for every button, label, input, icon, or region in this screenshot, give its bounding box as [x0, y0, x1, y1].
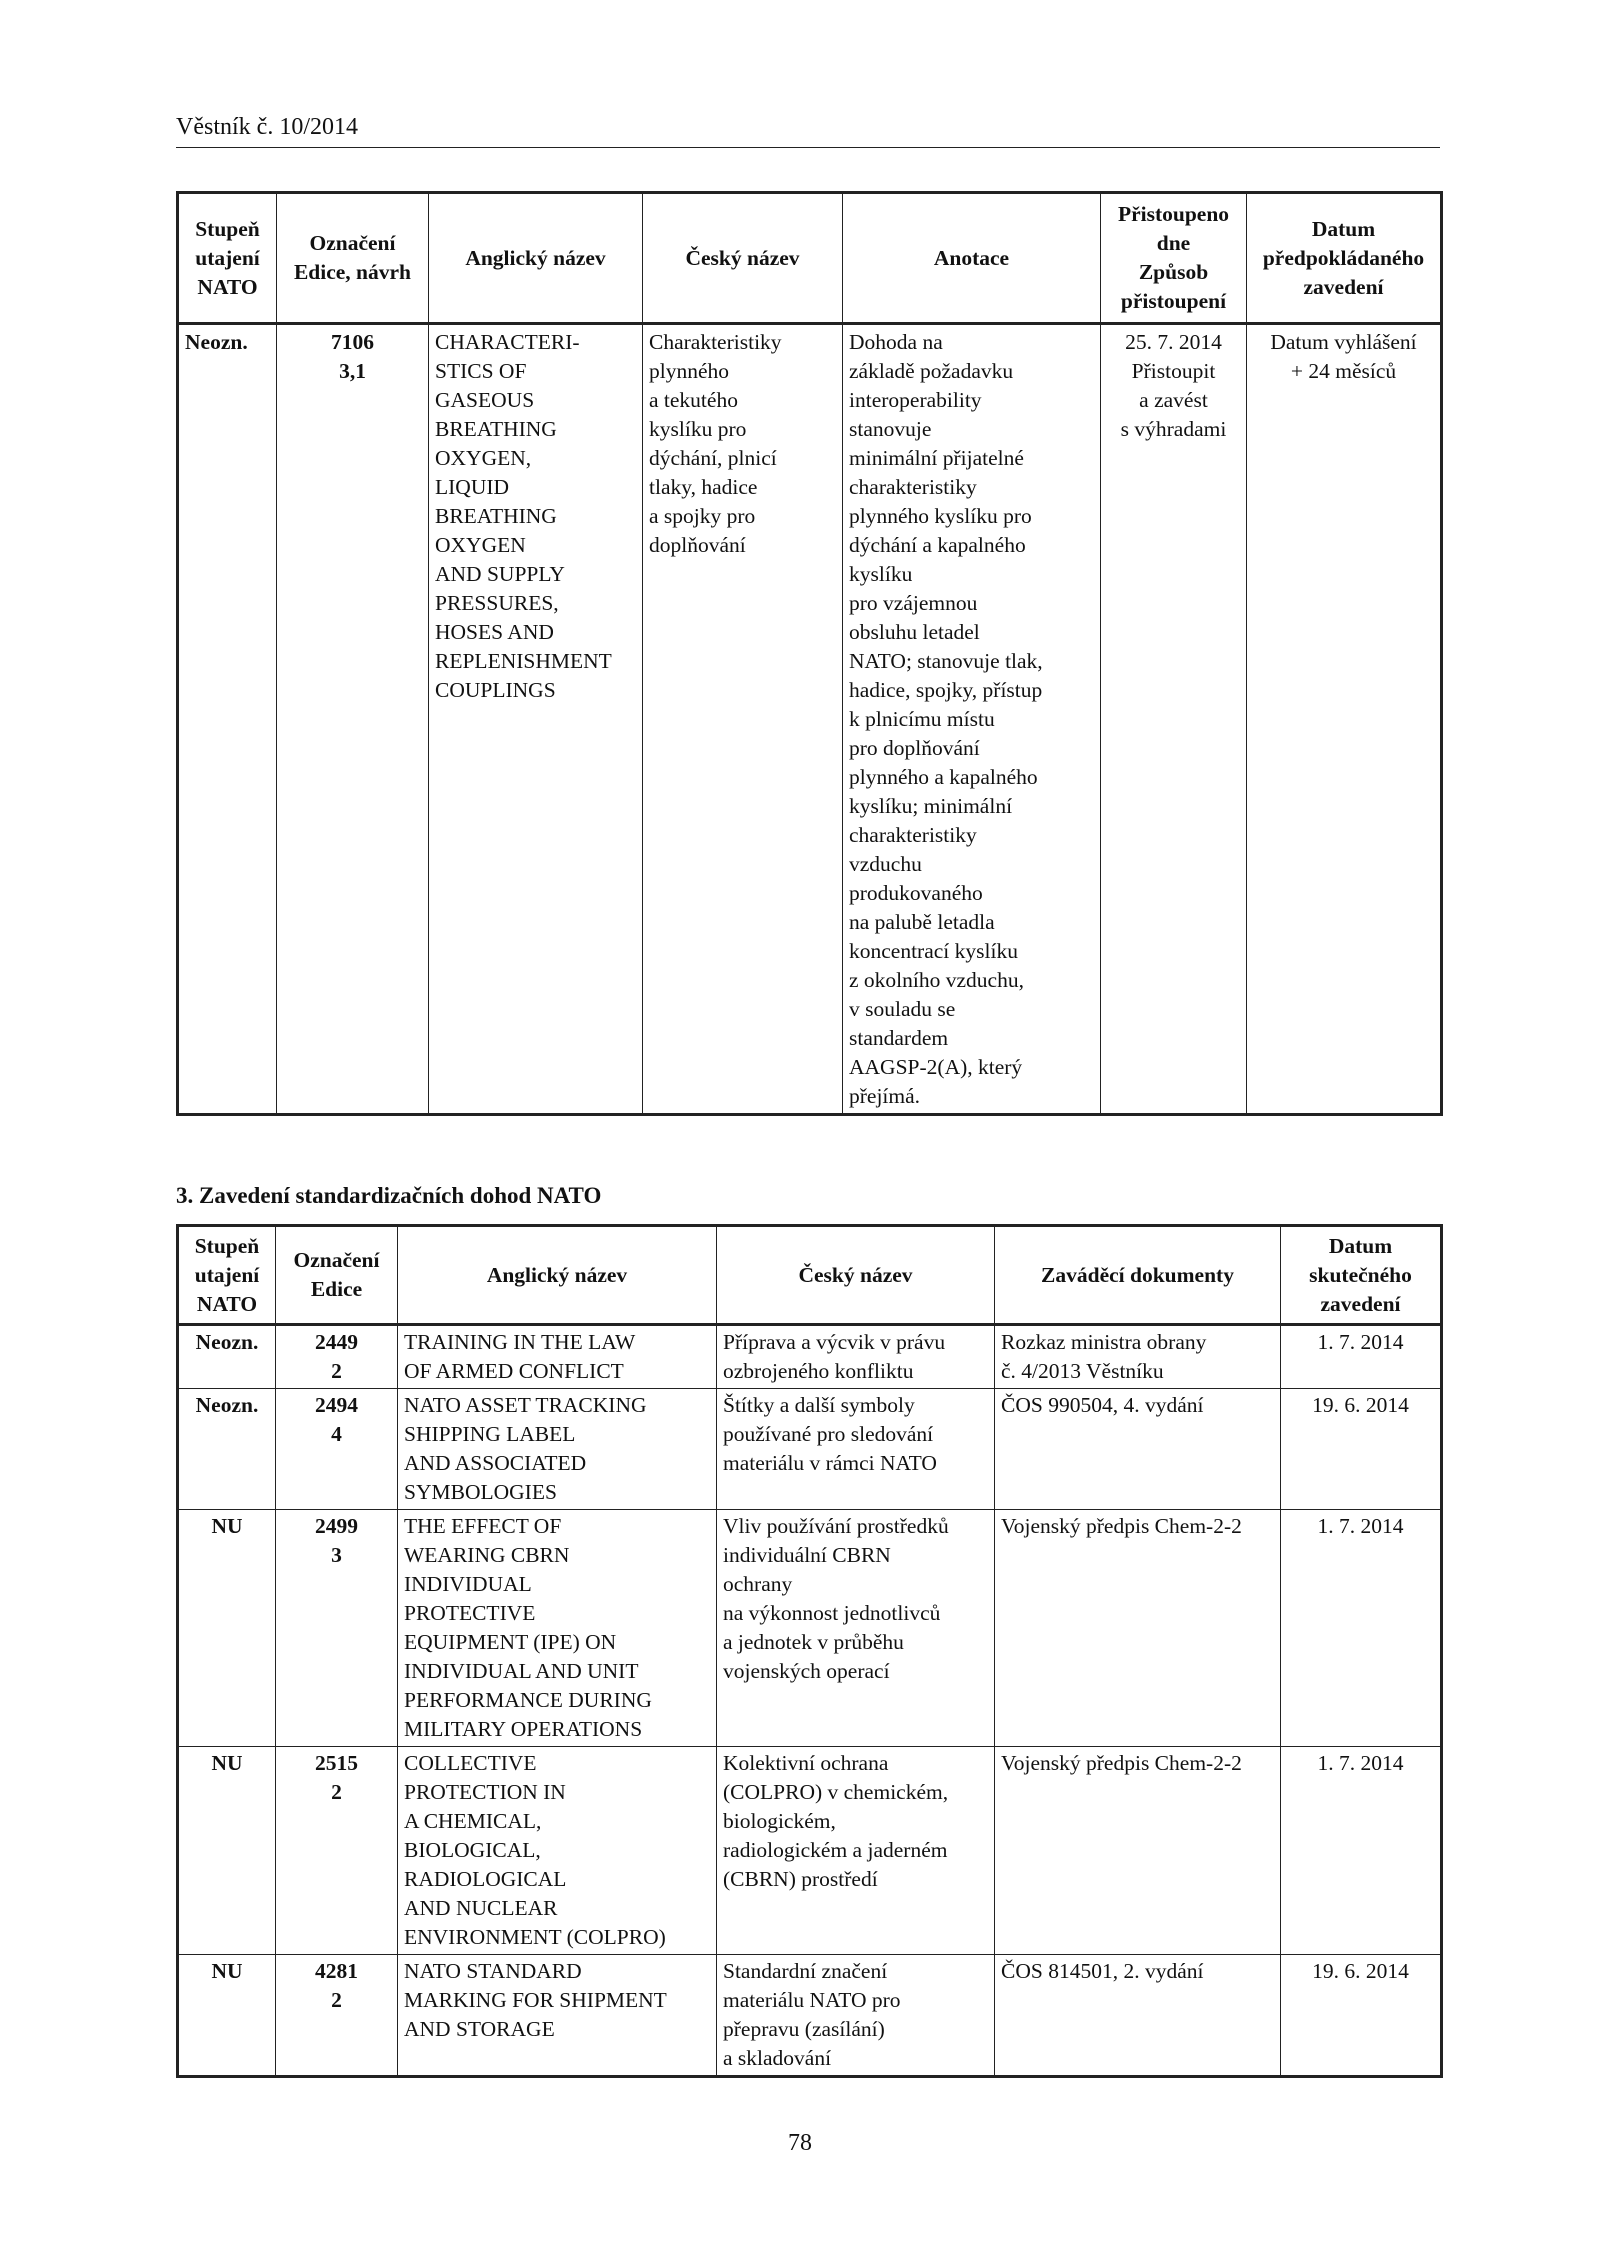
- cell-czech-title: Kolektivní ochrana (COLPRO) v chemickém, biologickém, radiologickém a jaderném (CBRN) prostředí: [717, 1747, 995, 1955]
- table-row: [178, 324, 1442, 1115]
- header-designation: Označení Edice: [276, 1226, 398, 1325]
- cell-classification: Neozn.: [178, 1389, 276, 1510]
- header-expected-date: Datum předpokládaného zavedení: [1247, 193, 1442, 324]
- cell-actual-date: 19. 6. 2014: [1281, 1955, 1442, 2077]
- accession-table: [176, 191, 1443, 1116]
- cell-actual-date: 19. 6. 2014: [1281, 1389, 1442, 1510]
- header-czech-title: Český název: [717, 1226, 995, 1325]
- header-english-title: Anglický název: [398, 1226, 717, 1325]
- cell-classification: Neozn.: [178, 1325, 276, 1389]
- page-header: [176, 112, 1440, 148]
- header-english-title: Anglický název: [429, 193, 643, 324]
- cell-actual-date: 1. 7. 2014: [1281, 1510, 1442, 1747]
- cell-english-title: THE EFFECT OF WEARING CBRN INDIVIDUAL PROTECTIVE EQUIPMENT (IPE) ON INDIVIDUAL AND UNIT PERFORMANCE DURING MILITARY OPERATIONS: [398, 1510, 717, 1747]
- cell-documents: ČOS 990504, 4. vydání: [995, 1389, 1281, 1510]
- section-title: 3. Zavedení standardizačních dohod NATO: [176, 1183, 602, 1208]
- cell-czech-title: Charakteristiky plynného a tekutého kyslíku pro dýchání, plnicí tlaky, hadice a spojky pro doplňování: [643, 324, 843, 1115]
- cell-czech-title: Standardní značení materiálu NATO pro přepravu (zasílání) a skladování: [717, 1955, 995, 2077]
- cell-designation: 2449 2: [276, 1325, 398, 1389]
- header-czech-title: Český název: [643, 193, 843, 324]
- cell-designation: 2494 4: [276, 1389, 398, 1510]
- cell-designation: 4281 2: [276, 1955, 398, 2077]
- cell-english-title: COLLECTIVE PROTECTION IN A CHEMICAL, BIOLOGICAL, RADIOLOGICAL AND NUCLEAR ENVIRONMENT (COLPRO): [398, 1747, 717, 1955]
- header-documents: Zaváděcí dokumenty: [995, 1226, 1281, 1325]
- header-actual-date: Datum skutečného zavedení: [1281, 1226, 1442, 1325]
- table-row: [178, 1747, 1442, 1955]
- header-accession: Přistoupeno dne Způsob přistoupení: [1101, 193, 1247, 324]
- cell-czech-title: Štítky a další symboly používané pro sledování materiálu v rámci NATO: [717, 1389, 995, 1510]
- table-row: [178, 1325, 1442, 1389]
- cell-english-title: CHARACTERI- STICS OF GASEOUS BREATHING OXYGEN, LIQUID BREATHING OXYGEN AND SUPPLY PRESSURES, HOSES AND REPLENISHMENT COUPLINGS: [429, 324, 643, 1115]
- cell-annotation: Dohoda na základě požadavku interoperability stanovuje minimální přijatelné charakteristiky plynného kyslíku pro dýchání a kapalného kyslíku pro vzájemnou obsluhu letadel NATO; stanovuje tlak, hadice, spojky, přístup k plnicímu místu pro doplňování plynného a kapalného kyslíku; minimální charakteristiky vzduchu produkovaného na palubě letadla koncentrací kyslíku z okolního vzduchu, v souladu se standardem AAGSP-2(A), který přejímá.: [843, 324, 1101, 1115]
- implementation-table: [176, 1224, 1443, 2078]
- table-header-row: [178, 193, 1442, 324]
- cell-expected-date: Datum vyhlášení + 24 měsíců: [1247, 324, 1442, 1115]
- cell-designation: 2499 3: [276, 1510, 398, 1747]
- header-annotation: Anotace: [843, 193, 1101, 324]
- cell-english-title: TRAINING IN THE LAW OF ARMED CONFLICT: [398, 1325, 717, 1389]
- table-header-row: [178, 1226, 1442, 1325]
- cell-english-title: NATO STANDARD MARKING FOR SHIPMENT AND STORAGE: [398, 1955, 717, 2077]
- cell-classification: Neozn.: [178, 324, 277, 1115]
- cell-documents: Vojenský předpis Chem-2-2: [995, 1747, 1281, 1955]
- header-designation: Označení Edice, návrh: [277, 193, 429, 324]
- cell-classification: NU: [178, 1510, 276, 1747]
- table-row: [178, 1510, 1442, 1747]
- cell-classification: NU: [178, 1747, 276, 1955]
- cell-designation: 2515 2: [276, 1747, 398, 1955]
- cell-accession: 25. 7. 2014 Přistoupit a zavést s výhradami: [1101, 324, 1247, 1115]
- cell-documents: ČOS 814501, 2. vydání: [995, 1955, 1281, 2077]
- table-row: [178, 1955, 1442, 2077]
- page-number: 78: [788, 2130, 812, 2156]
- header-classification: Stupeň utajení NATO: [178, 193, 277, 324]
- cell-czech-title: Příprava a výcvik v právu ozbrojeného konfliktu: [717, 1325, 995, 1389]
- cell-classification: NU: [178, 1955, 276, 2077]
- cell-actual-date: 1. 7. 2014: [1281, 1325, 1442, 1389]
- cell-designation: 7106 3,1: [277, 324, 429, 1115]
- table-row: [178, 1389, 1442, 1510]
- header-classification: Stupeň utajení NATO: [178, 1226, 276, 1325]
- cell-documents: Vojenský předpis Chem-2-2: [995, 1510, 1281, 1747]
- cell-documents: Rozkaz ministra obrany č. 4/2013 Věstníku: [995, 1325, 1281, 1389]
- cell-actual-date: 1. 7. 2014: [1281, 1747, 1442, 1955]
- cell-czech-title: Vliv používání prostředků individuální CBRN ochrany na výkonnost jednotlivců a jednotek v průběhu vojenských operací: [717, 1510, 995, 1747]
- bulletin-title: Věstník č. 10/2014: [176, 114, 358, 140]
- cell-english-title: NATO ASSET TRACKING SHIPPING LABEL AND ASSOCIATED SYMBOLOGIES: [398, 1389, 717, 1510]
